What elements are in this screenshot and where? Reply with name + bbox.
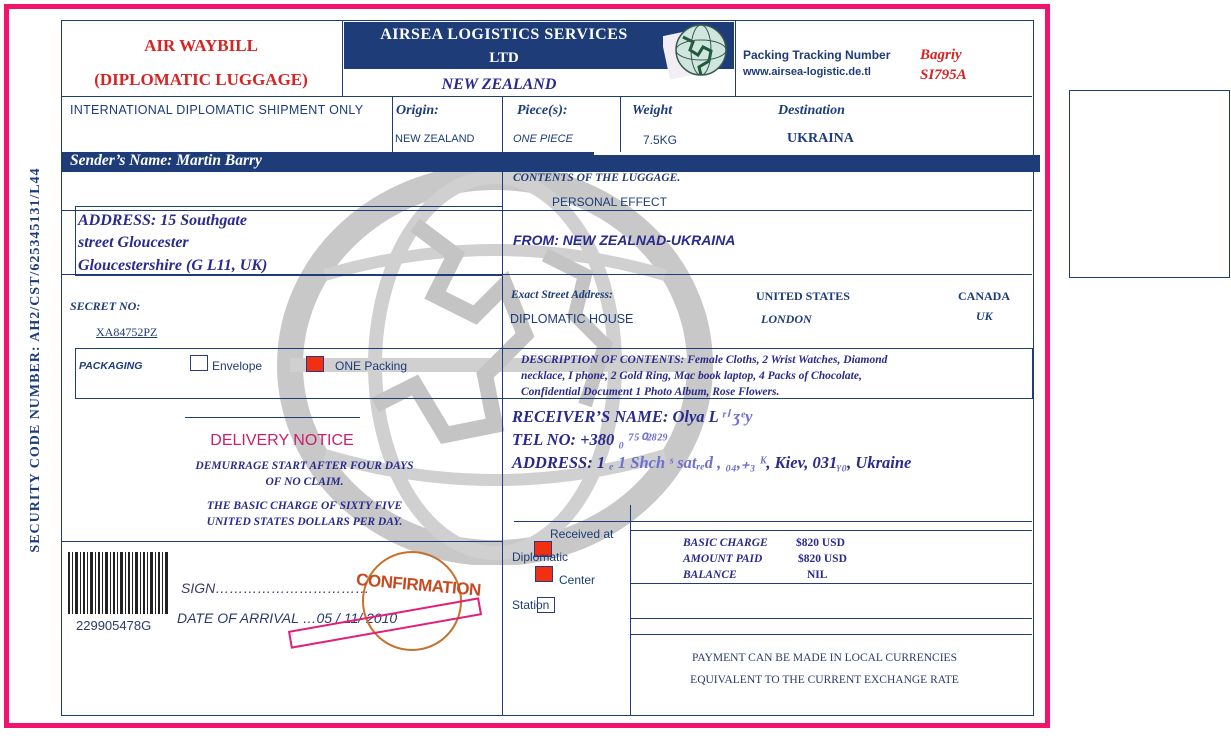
envelope-checkbox[interactable]: [190, 355, 208, 371]
confirmation-stamp: CONFIRMATION: [355, 569, 482, 600]
us-city: LONDON: [761, 312, 812, 326]
origin-value: NEW ZEALAND: [395, 133, 475, 145]
balance-label: BALANCE: [683, 569, 737, 581]
weight-value: 7.5KG: [643, 133, 678, 147]
station-checkbox[interactable]: [537, 597, 555, 613]
date-of-arrival: DATE OF ARRIVAL …05 / 11/ 2010: [177, 610, 398, 626]
payment-line1: PAYMENT CAN BE MADE IN LOCAL CURRENCIES: [692, 652, 957, 664]
barcode-number: 229905478G: [76, 618, 152, 633]
tracking-url[interactable]: www.airsea-logistic.de.tl: [743, 66, 871, 78]
exact-address-label: Exact Street Address:: [511, 289, 613, 301]
pieces-value: ONE PIECE: [513, 133, 573, 145]
received-at-label: Received at: [550, 527, 614, 541]
sender-address-line1: ADDRESS: 15 Southgate: [78, 212, 247, 229]
secret-value: XA84752PZ: [96, 325, 158, 339]
basic-charge-label: BASIC CHARGE: [683, 537, 768, 549]
globe-icon: [663, 22, 731, 80]
company-country: NEW ZEALAND: [441, 76, 557, 93]
amount-paid-value: $820 USD: [798, 553, 847, 565]
receiver-name: RECEIVER’S NAME: Olya L ʳⁱ ʒᵉy: [512, 407, 753, 426]
payment-line2: EQUIVALENT TO THE CURRENT EXCHANGE RATE: [690, 674, 959, 686]
intl-note: INTERNATIONAL DIPLOMATIC SHIPMENT ONLY: [70, 103, 364, 117]
side-empty-box: [1069, 90, 1230, 278]
receiver-tel: TEL NO: +380 ₀ ⁷⁵⁰²⁸²⁹: [512, 430, 668, 449]
barcode-icon: [66, 550, 171, 620]
sign-line: SIGN……………………………: [181, 580, 370, 596]
diplomatic-label: Diplomatic: [512, 550, 569, 564]
security-code-vertical: SECURITY CODE NUMBER: AH2/CST/625345131/L44: [28, 167, 43, 553]
sender-address-line2: street Gloucester: [78, 234, 189, 251]
tracking-label: Packing Tracking Number: [743, 48, 891, 62]
description-of-contents: DESCRIPTION OF CONTENTS: Female Cloths, 2 Wrist Watches, Diamond necklace, I phone, 2 Gold Ring, Mac book laptop, 4 Packs of Chocolate, Confidential Document 1 Photo Album, Rose Flowers.: [521, 354, 888, 398]
sender-address-line3: Gloucestershire (G L11, UK): [78, 257, 268, 274]
one-packing-checkbox[interactable]: [306, 356, 324, 372]
packaging-label: PACKAGING: [79, 360, 143, 372]
us-label: UNITED STATES: [756, 289, 850, 303]
exact-address-value: DIPLOMATIC HOUSE: [510, 312, 634, 326]
destination-label: Destination: [778, 103, 845, 118]
weight-label: Weight: [632, 103, 673, 118]
amount-paid-label: AMOUNT PAID: [683, 553, 763, 565]
delivery-line2: OF NO CLAIM.: [265, 476, 344, 488]
sender-name: Sender’s Name: Martin Barry: [70, 152, 262, 169]
center-checkbox[interactable]: [535, 566, 553, 582]
delivery-line3: THE BASIC CHARGE OF SIXTY FIVE: [206, 500, 403, 512]
delivery-line4: UNITED STATES DOLLARS PER DAY.: [206, 516, 403, 528]
contents-value: PERSONAL EFFECT: [552, 195, 667, 209]
contents-label: CONTENTS OF THE LUGGAGE.: [513, 172, 681, 184]
destination-value: UKRAINA: [787, 131, 854, 146]
secret-label: SECRET NO:: [70, 299, 141, 313]
canada-label: CANADA: [958, 289, 1010, 303]
tracking-code-2: SI795A: [920, 67, 967, 83]
station-label: Station: [512, 598, 550, 612]
center-label: Center: [559, 573, 596, 587]
stamp-circle-icon: [362, 551, 462, 651]
pieces-label: Piece(s):: [517, 103, 568, 118]
diplomatic-luggage-title: (DIPLOMATIC LUGGAGE): [94, 70, 308, 89]
basic-charge-value: $820 USD: [796, 537, 845, 549]
company-name-ltd: LTD: [489, 50, 519, 66]
envelope-label: Envelope: [212, 359, 263, 373]
delivery-line1: DEMURRAGE START AFTER FOUR DAYS: [195, 460, 414, 472]
origin-label: Origin:: [396, 103, 439, 118]
canada-value: UK: [976, 309, 993, 323]
company-name: AIRSEA LOGISTICS SERVICES: [380, 26, 628, 43]
balance-value: NIL: [807, 569, 828, 581]
receiver-address: ADDRESS: 1 ₑ 1 Shch ˢ satᵣₑd , ₀₄,₊₃ ᴷ, Kiev, 031ᵧ₀, Ukraine: [512, 453, 912, 472]
from-line: FROM: NEW ZEALNAD-UKRAINA: [513, 232, 736, 248]
tracking-code-1: Bagriy: [920, 47, 962, 63]
air-waybill-title: AIR WAYBILL: [144, 36, 258, 55]
delivery-notice-title: DELIVERY NOTICE: [210, 432, 354, 449]
one-packing-label: ONE Packing: [335, 359, 408, 373]
